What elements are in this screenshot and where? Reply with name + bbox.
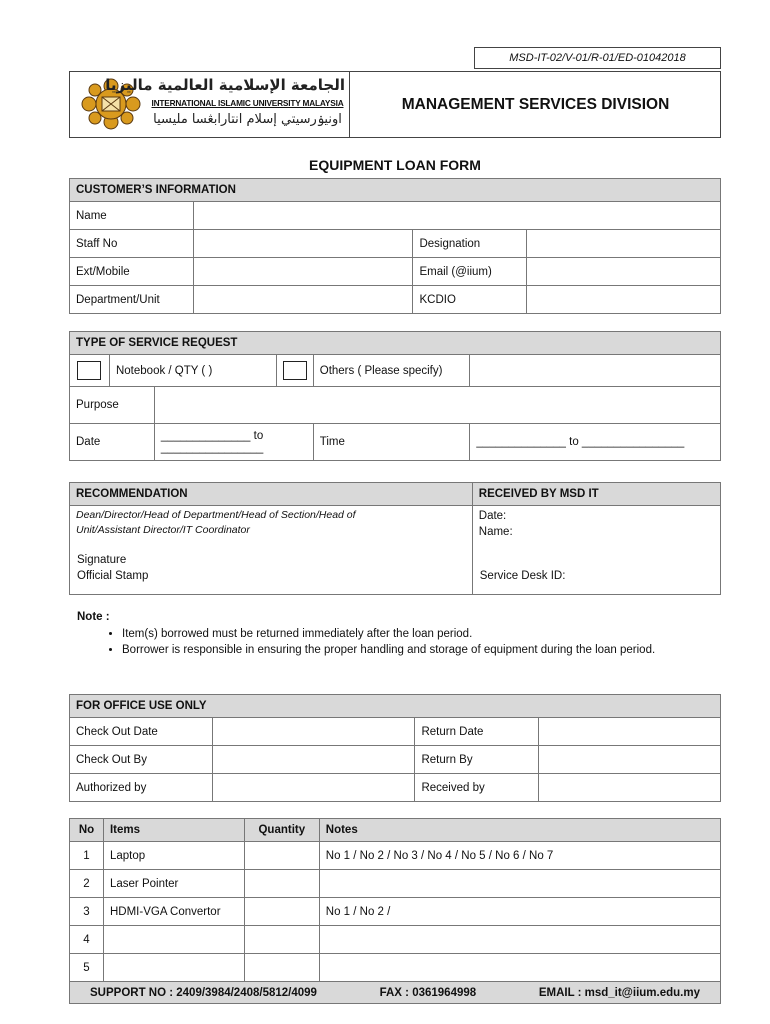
- office-use-heading: FOR OFFICE USE ONLY: [70, 695, 721, 718]
- received-name-label: Name:: [478, 526, 513, 538]
- items-table: [69, 818, 721, 1004]
- support-number: SUPPORT NO : 2409/3984/2408/5812/4099: [90, 986, 317, 999]
- support-email: EMAIL : msd_it@iium.edu.my: [538, 986, 700, 999]
- recommendation-table: [69, 482, 721, 595]
- item-notes[interactable]: [319, 954, 720, 982]
- item-name[interactable]: [103, 926, 244, 954]
- service-request-heading: TYPE OF SERVICE REQUEST: [70, 332, 721, 355]
- item-no: 2: [70, 870, 104, 898]
- staff-no-label: Staff No: [70, 230, 194, 258]
- footer-contact-bar: [70, 982, 721, 1004]
- item-notes[interactable]: No 1 / No 2 /: [319, 898, 720, 926]
- received-cell[interactable]: [472, 506, 720, 595]
- purpose-label: Purpose: [70, 387, 155, 424]
- item-no: 4: [70, 926, 104, 954]
- item-quantity-field[interactable]: [244, 898, 319, 926]
- note-section: [77, 611, 717, 658]
- received-heading: RECEIVED BY MSD IT: [472, 483, 720, 506]
- note-item: • Borrower is responsible in ensuring the proper handling and storage of equipment during the loan period.: [122, 642, 682, 658]
- logo-box: [70, 72, 350, 137]
- customer-info-heading: CUSTOMER’S INFORMATION: [70, 179, 721, 202]
- received-date-label: Date:: [478, 510, 507, 522]
- return-by-field[interactable]: [539, 746, 721, 774]
- office-use-table: [69, 694, 721, 802]
- recommendation-cell[interactable]: [70, 506, 473, 595]
- received-by-field[interactable]: [539, 774, 721, 802]
- others-specify-field[interactable]: [470, 355, 721, 387]
- recommendation-roles: Dean/Director/Head of Department/Head of Section/Head of Unit/Assistant Director/IT Coordinator: [76, 509, 356, 536]
- item-no: 5: [70, 954, 104, 982]
- item-no: 3: [70, 898, 104, 926]
- check-out-by-label: Check Out By: [70, 746, 213, 774]
- service-desk-id-label: Service Desk ID:: [479, 570, 566, 582]
- item-name[interactable]: [103, 954, 244, 982]
- notebook-label: Notebook / QTY ( ): [109, 355, 276, 387]
- others-checkbox-cell[interactable]: [276, 355, 313, 387]
- time-range-field[interactable]: ______________ to ________________: [470, 424, 721, 461]
- header-box: [69, 71, 721, 138]
- recommendation-heading: RECOMMENDATION: [70, 483, 473, 506]
- received-by-label: Received by: [415, 774, 539, 802]
- item-quantity-field[interactable]: [244, 842, 319, 870]
- name-field[interactable]: [193, 202, 720, 230]
- time-label: Time: [313, 424, 470, 461]
- date-range-field[interactable]: ______________ to ________________: [154, 424, 313, 461]
- logo-english-text: INTERNATIONAL ISLAMIC UNIVERSITY MALAYSIA: [151, 98, 344, 108]
- kcdio-label: KCDIO: [413, 286, 527, 314]
- designation-label: Designation: [413, 230, 527, 258]
- item-name: Laptop: [103, 842, 244, 870]
- ext-mobile-label: Ext/Mobile: [70, 258, 194, 286]
- items-header-no: No: [70, 819, 104, 842]
- email-label: Email (@iium): [413, 258, 527, 286]
- item-notes[interactable]: [319, 870, 720, 898]
- item-name: Laser Pointer: [103, 870, 244, 898]
- notebook-checkbox-cell[interactable]: [70, 355, 110, 387]
- check-out-date-label: Check Out Date: [70, 718, 213, 746]
- staff-no-field[interactable]: [193, 230, 413, 258]
- table-row: [70, 954, 721, 982]
- note-item: • Item(s) borrowed must be returned immediately after the loan period.: [122, 626, 682, 642]
- return-date-field[interactable]: [539, 718, 721, 746]
- ext-mobile-field[interactable]: [193, 258, 413, 286]
- table-row: [70, 898, 721, 926]
- signature-label: Signature: [77, 554, 127, 566]
- table-row: [70, 926, 721, 954]
- date-label: Date: [70, 424, 155, 461]
- items-header-quantity: Quantity: [244, 819, 319, 842]
- kcdio-field[interactable]: [527, 286, 721, 314]
- table-row: [70, 870, 721, 898]
- email-field[interactable]: [527, 258, 721, 286]
- item-notes[interactable]: No 1 / No 2 / No 3 / No 4 / No 5 / No 6 / No 7: [319, 842, 720, 870]
- designation-field[interactable]: [527, 230, 721, 258]
- document-code: MSD-IT-02/V-01/R-01/ED-01042018: [474, 47, 721, 69]
- customer-info-table: [69, 178, 721, 314]
- logo-arabic-text: الجامعة الإسلامية العالمية ماليزيا: [105, 76, 345, 94]
- fax-number: FAX : 0361964998: [379, 986, 477, 999]
- logo-jawi-text: اونيۏرسيتي إسلام انتارابڠسا مليسيا: [153, 112, 342, 127]
- authorized-by-field[interactable]: [212, 774, 415, 802]
- item-no: 1: [70, 842, 104, 870]
- note-title: Note :: [77, 611, 110, 623]
- item-name: HDMI-VGA Convertor: [103, 898, 244, 926]
- item-quantity-field[interactable]: [244, 954, 319, 982]
- division-title: MANAGEMENT SERVICES DIVISION: [401, 96, 670, 113]
- check-out-date-field[interactable]: [212, 718, 415, 746]
- official-stamp-label: Official Stamp: [77, 570, 149, 582]
- return-by-label: Return By: [415, 746, 539, 774]
- check-out-by-field[interactable]: [212, 746, 415, 774]
- purpose-field[interactable]: [154, 387, 720, 424]
- department-label: Department/Unit: [70, 286, 194, 314]
- service-request-table: [69, 331, 721, 461]
- item-quantity-field[interactable]: [244, 870, 319, 898]
- department-field[interactable]: [193, 286, 413, 314]
- items-header-items: Items: [103, 819, 244, 842]
- authorized-by-label: Authorized by: [70, 774, 213, 802]
- item-notes[interactable]: [319, 926, 720, 954]
- form-title: EQUIPMENT LOAN FORM: [309, 157, 481, 173]
- name-label: Name: [70, 202, 194, 230]
- table-row: [70, 842, 721, 870]
- items-header-notes: Notes: [319, 819, 720, 842]
- return-date-label: Return Date: [415, 718, 539, 746]
- item-quantity-field[interactable]: [244, 926, 319, 954]
- others-checkbox[interactable]: [283, 361, 307, 380]
- others-label: Others ( Please specify): [313, 355, 470, 387]
- notebook-checkbox[interactable]: [77, 361, 101, 380]
